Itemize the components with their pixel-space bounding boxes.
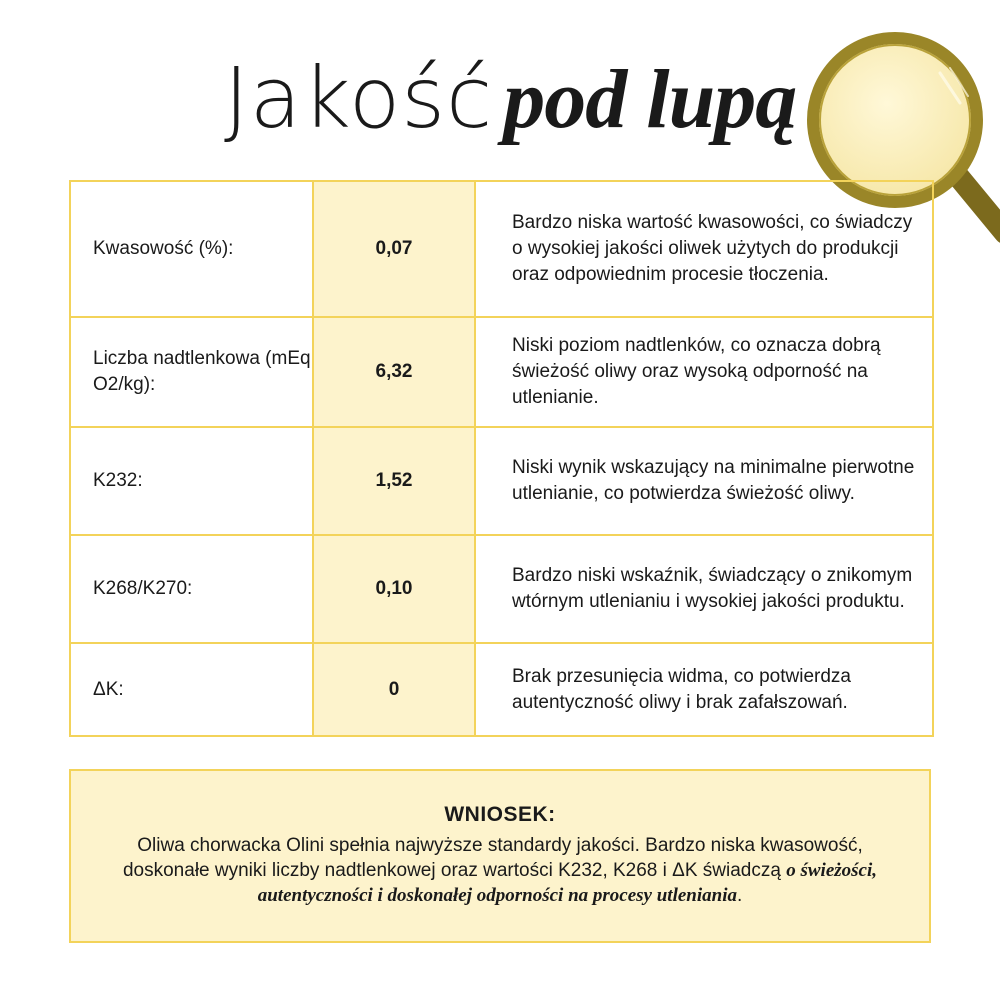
conclusion-heading: WNIOSEK: (444, 803, 556, 826)
parameter-description: Brak przesunięcia widma, co potwierdza autentyczność oliwy i brak zafałszowań. (475, 643, 933, 736)
conclusion-text (71, 833, 929, 908)
parameter-value: 6,32 (313, 317, 475, 427)
parameter-label: Kwasowość (%): (70, 181, 313, 317)
parameter-label: Liczba nadtlenkowa (mEq O2/kg): (70, 317, 313, 427)
parameter-description: Bardzo niska wartość kwasowości, co świadczy o wysokiej jakości oliwek użytych do produkcji oraz odpowiednim procesie tłoczenia. (475, 181, 933, 317)
table-row (70, 535, 933, 643)
quality-table (69, 180, 934, 737)
parameter-value: 0,10 (313, 535, 475, 643)
parameter-description: Niski wynik wskazujący na minimalne pierwotne utlenianie, co potwierdza świeżość oliwy. (475, 427, 933, 535)
conclusion-box (69, 769, 931, 943)
parameter-label: K232: (70, 427, 313, 535)
parameter-description: Bardzo niski wskaźnik, świadczący o znikomym wtórnym utlenianiu i wysokiej jakości produktu. (475, 535, 933, 643)
parameter-label: K268/K270: (70, 535, 313, 643)
parameter-value: 0,07 (313, 181, 475, 317)
conclusion-emphasis: o świeżości, autentyczności i doskonałej odporności na procesy utleniania (257, 860, 878, 906)
table-row (70, 643, 933, 736)
parameter-label: ΔK: (70, 643, 313, 736)
parameter-value: 0 (313, 643, 475, 736)
table-row (70, 181, 933, 317)
title-emphasis: pod lupą (503, 53, 797, 146)
page-title (224, 38, 824, 158)
conclusion-end: . (736, 885, 743, 906)
table-row (70, 317, 933, 427)
table-row (70, 427, 933, 535)
parameter-description: Niski poziom nadtlenków, co oznacza dobrą świeżość oliwy oraz wysoką odporność na utlenianie. (475, 317, 933, 427)
parameter-value: 1,52 (313, 427, 475, 535)
title-regular: Jakość (224, 49, 494, 147)
conclusion-body: Oliwa chorwacka Olini spełnia najwyższe standardy jakości. Bardzo niska kwasowość, doskonałe wyniki liczby nadtlenkowej oraz wartości K232, K268 i ΔK świadczą (122, 835, 863, 881)
